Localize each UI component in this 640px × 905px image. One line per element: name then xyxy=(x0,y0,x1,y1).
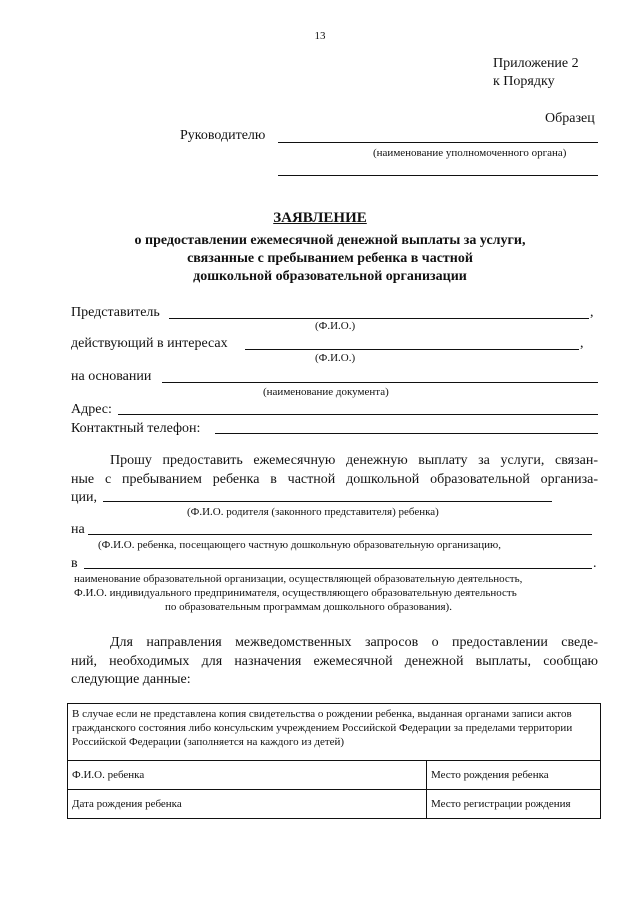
title-line-1: о предоставлении ежемесячной денежной выплаты за услуги, xyxy=(134,233,526,248)
table-header-row xyxy=(68,704,601,761)
appendix-line-1: Приложение 2 xyxy=(493,56,579,71)
addressee-line[interactable] xyxy=(278,142,598,143)
acting-caption: (Ф.И.О.) xyxy=(315,352,356,364)
addressee-label: Руководителю xyxy=(180,128,266,143)
child-name-caption: (Ф.И.О. ребенка, посещающего частную дошкольную образовательную организацию, xyxy=(98,539,501,551)
acting-line[interactable] xyxy=(245,349,579,350)
na-label: на xyxy=(71,522,85,537)
organization-caption-line-3: по образовательным программам дошкольного образования). xyxy=(165,601,452,613)
organization-line[interactable] xyxy=(84,568,592,569)
addressee-line-2[interactable] xyxy=(278,175,598,176)
page-number: 13 xyxy=(314,30,326,42)
birth-registration-cell[interactable]: Место регистрации рождения xyxy=(427,790,601,819)
table-row xyxy=(68,790,601,819)
birthdate-cell[interactable]: Дата рождения ребенка xyxy=(68,790,427,819)
addressee-caption: (наименование уполномоченного органа) xyxy=(373,147,567,159)
sample-label: Образец xyxy=(545,111,595,126)
address-label: Адрес: xyxy=(71,402,112,417)
representative-line[interactable] xyxy=(169,318,589,319)
child-data-table xyxy=(67,703,601,819)
interagency-line-3: следующие данные: xyxy=(71,672,191,687)
acting-comma: , xyxy=(580,336,584,351)
organization-dot: . xyxy=(593,556,597,571)
table-row xyxy=(68,761,601,790)
v-label: в xyxy=(71,556,78,571)
phone-label: Контактный телефон: xyxy=(71,421,201,436)
representative-label: Представитель xyxy=(71,305,160,320)
child-name-cell[interactable]: Ф.И.О. ребенка xyxy=(68,761,427,790)
phone-line[interactable] xyxy=(215,433,598,434)
basis-caption: (наименование документа) xyxy=(263,386,389,398)
representative-caption: (Ф.И.О.) xyxy=(315,320,356,332)
table-header-cell: В случае если не представлена копия свидетельства о рождении ребенка, выданная органами записи актов гражданского состояния либо консульским учреждением Российской Федерации за пределами территории Российской Федерации (заполняется на каждого из детей) xyxy=(68,704,601,761)
title-line-3: дошкольной образовательной организации xyxy=(193,269,467,284)
title-line-2: связанные с пребыванием ребенка в частной xyxy=(187,251,473,266)
request-line-2: ные с пребыванием ребенка в частной дошкольной образовательной организа- xyxy=(71,472,598,487)
basis-line[interactable] xyxy=(162,382,598,383)
document-title: ЗАЯВЛЕНИЕ xyxy=(273,210,367,226)
request-line-3: ции, xyxy=(71,490,97,505)
request-line-1: Прошу предоставить ежемесячную денежную выплату за услуги, связан- xyxy=(110,453,598,468)
representative-comma: , xyxy=(590,305,594,320)
child-name-line[interactable] xyxy=(88,534,592,535)
interagency-line-2: ний, необходимых для назначения ежемесячной денежной выплаты, сообщаю xyxy=(71,654,598,669)
birthplace-cell[interactable]: Место рождения ребенка xyxy=(427,761,601,790)
organization-caption-line-2: Ф.И.О. индивидуального предпринимателя, осуществляющего образовательную деятельность xyxy=(74,587,517,599)
basis-label: на основании xyxy=(71,369,152,384)
acting-label: действующий в интересах xyxy=(71,336,228,351)
parent-name-line[interactable] xyxy=(103,501,552,502)
organization-caption-line-1: наименование образовательной организации, осуществляющей образовательную деятельность, xyxy=(74,573,523,585)
appendix-line-2: к Порядку xyxy=(493,74,555,89)
parent-name-caption: (Ф.И.О. родителя (законного представителя) ребенка) xyxy=(187,506,439,518)
interagency-line-1: Для направления межведомственных запросов о предоставлении сведе- xyxy=(110,635,598,650)
address-line[interactable] xyxy=(118,414,598,415)
